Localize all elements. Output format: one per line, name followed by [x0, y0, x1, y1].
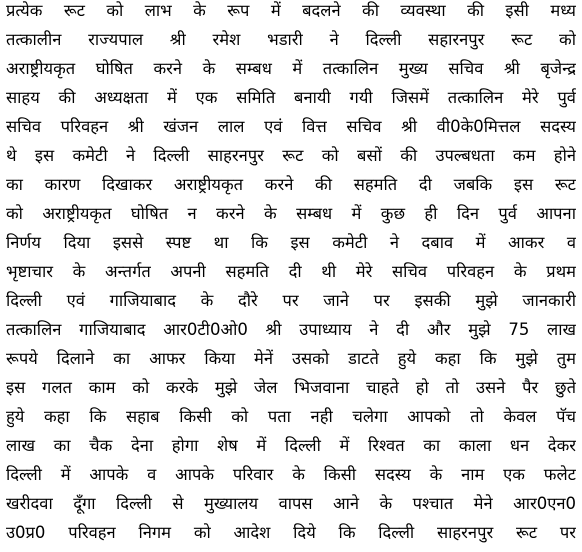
text-line: खरीदवा दूँगा दिल्ली से मुख्यालय वापस आने के पश्चात मेने आर0एन0 [6, 494, 576, 513]
text-line: तत्कालीन राज्यपाल श्री रमेश भडारी ने दिल्ली सहारनपुर रूट को [6, 30, 576, 49]
text-line: हुये कहा कि सहाब किसी को पता नही चलेगा आपको तो केवल पॅच [6, 407, 576, 426]
text-line: रूपये दिलाने का आफर किया मेनें उसको डाटते हुये कहा कि मुझे तुम [6, 349, 576, 368]
text-line: दिल्ली एवं गाजियाबाद के दौरे पर जाने पर इसकी मुझे जानकारी [6, 291, 576, 310]
text-line: इस गलत काम को करके मुझे जेल भिजवाना चाहते हो तो उसने पैर छुते [6, 378, 576, 397]
text-line: साहय की अध्यक्षता में एक समिति बनायी गयी जिसमें तत्कालिन मेरे पुर्व [6, 88, 576, 107]
text-line: तत्कालिन गाजियाबाद आर0टी0ओ0 श्री उपाध्याय ने दी और मुझे 75 लाख [6, 320, 576, 339]
text-line: का कारण दिखाकर अराष्ट्रीयकृत करने की सहमति दी जबकि इस रूट [6, 175, 576, 194]
text-line: निर्णय दिया इससे स्पष्ट था कि इस कमेटी ने दबाव में आकर व [6, 233, 576, 252]
text-line: उ0प्र0 परिवहन निगम को आदेश दिये कि दिल्ली साहरनपुर रूट पर [6, 523, 576, 542]
text-line: भृष्टाचार के अन्तर्गत अपनी सहमति दी थी मेरे सचिव परिवहन के प्रथम [6, 262, 576, 281]
text-line: लाख का चैक देना होगा शेष में दिल्ली में रिश्वत का काला धन देकर [6, 436, 576, 455]
text-line: को अराष्ट्रीयकृत घोषित न करने के सम्बध में कुछ ही दिन पुर्व आपना [6, 204, 576, 223]
text-line: थे इस कमेटी ने दिल्ली साहरनपुर रूट को बसों की उपल्बधता कम होने [6, 146, 576, 165]
text-line: सचिव परिवहन श्री खंजन लाल एवं वित्त सचिव श्री वी0के0मित्तल सदस्य [6, 117, 576, 136]
text-line: अराष्ट्रीयकृत घोषित करने के सम्बध में तत्कालिन मुख्य सचिव श्री बृजेन्द्र [6, 59, 576, 78]
text-line: प्रत्येक रूट को लाभ के रूप में बदलने की व्यवस्था की इसी मध्य [6, 1, 576, 20]
text-line: दिल्ली में आपके व आपके परिवार के किसी सदस्य के नाम एक फलेट [6, 465, 576, 484]
